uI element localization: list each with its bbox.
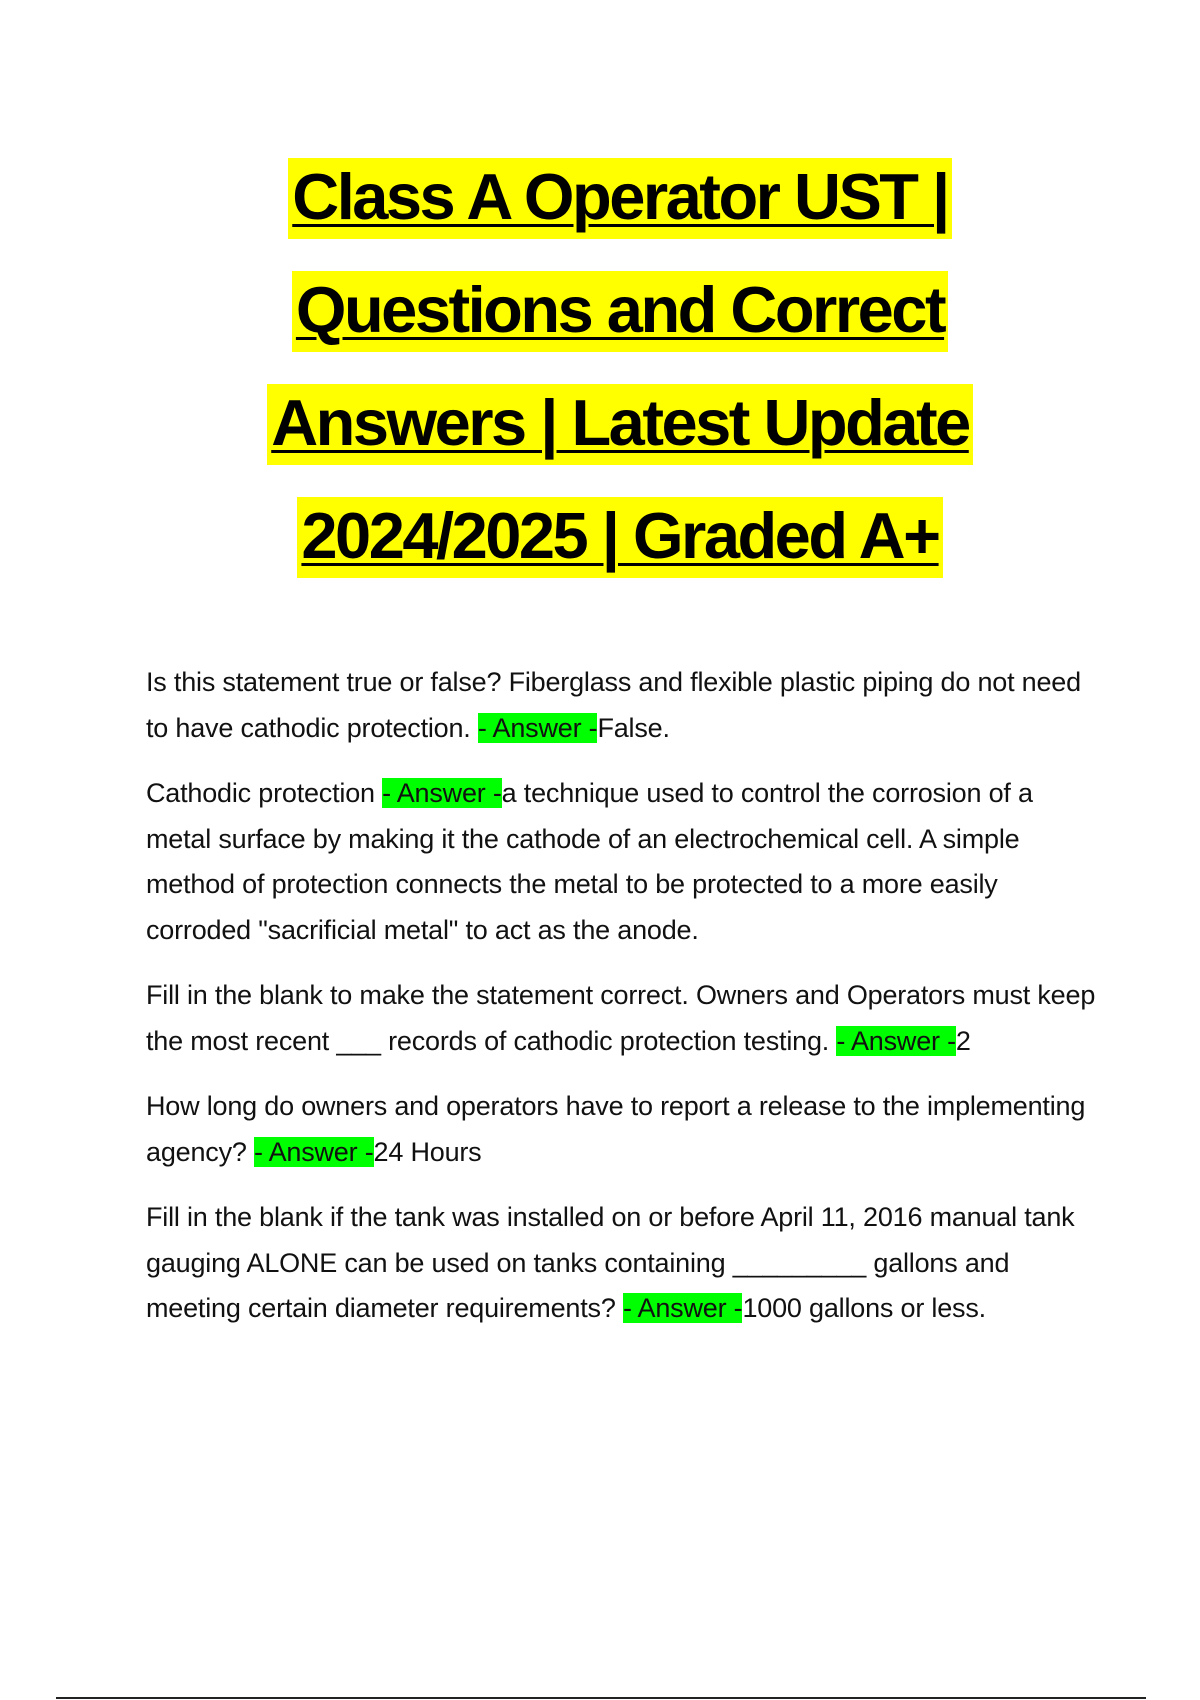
qa-item xyxy=(146,660,1096,751)
title-line-text: 2024/2025 | Graded A+ xyxy=(297,497,942,578)
title-line xyxy=(0,140,1200,253)
document-title xyxy=(0,140,1200,592)
title-line-text: Class A Operator UST | xyxy=(288,158,952,239)
answer-text: a technique used to control the corrosion of a metal surface by making it the cathode of an electrochemical cell. A simple method of protection connects the metal to be protected to a more easily corroded "sacrificial metal" to act as the anode. xyxy=(146,778,1033,945)
question-text: How long do owners and operators have to report a release to the implementing agency? xyxy=(146,1091,1086,1167)
question-text: Fill in the blank to make the statement correct. Owners and Operators must keep the most recent ___ records of cathodic protection testing. xyxy=(146,980,1096,1056)
answer-tag: - Answer - xyxy=(382,778,502,808)
title-line-text: Questions and Correct xyxy=(292,271,948,352)
answer-text: 24 Hours xyxy=(373,1136,482,1167)
answer-text: False. xyxy=(597,712,670,743)
qa-item xyxy=(146,771,1096,953)
question-text: Is this statement true or false? Fiberglass and flexible plastic piping do not need to have cathodic protection. xyxy=(146,667,1081,743)
answer-text: 1000 gallons or less. xyxy=(742,1293,986,1323)
answer-tag: - Answer - xyxy=(622,1293,743,1323)
qa-list xyxy=(146,660,1096,1352)
answer-tag: - Answer - xyxy=(477,712,598,743)
title-line-text: Answers | Latest Update xyxy=(267,384,973,465)
question-text: Fill in the blank if the tank was installed on or before April 11, 2016 manual tank gauging ALONE can be used on tanks containing _________ gallons and meeting certain diameter requirements? xyxy=(146,1202,1075,1323)
question-text: Cathodic protection xyxy=(146,778,383,808)
qa-item xyxy=(146,1195,1096,1332)
title-line xyxy=(0,479,1200,592)
title-line xyxy=(0,366,1200,479)
qa-item xyxy=(146,1084,1096,1175)
answer-tag: - Answer - xyxy=(253,1136,374,1167)
answer-text: 2 xyxy=(955,1025,971,1056)
qa-item xyxy=(146,973,1096,1064)
page-bottom-divider xyxy=(56,1697,1146,1699)
title-line xyxy=(0,253,1200,366)
answer-tag: - Answer - xyxy=(836,1025,956,1056)
